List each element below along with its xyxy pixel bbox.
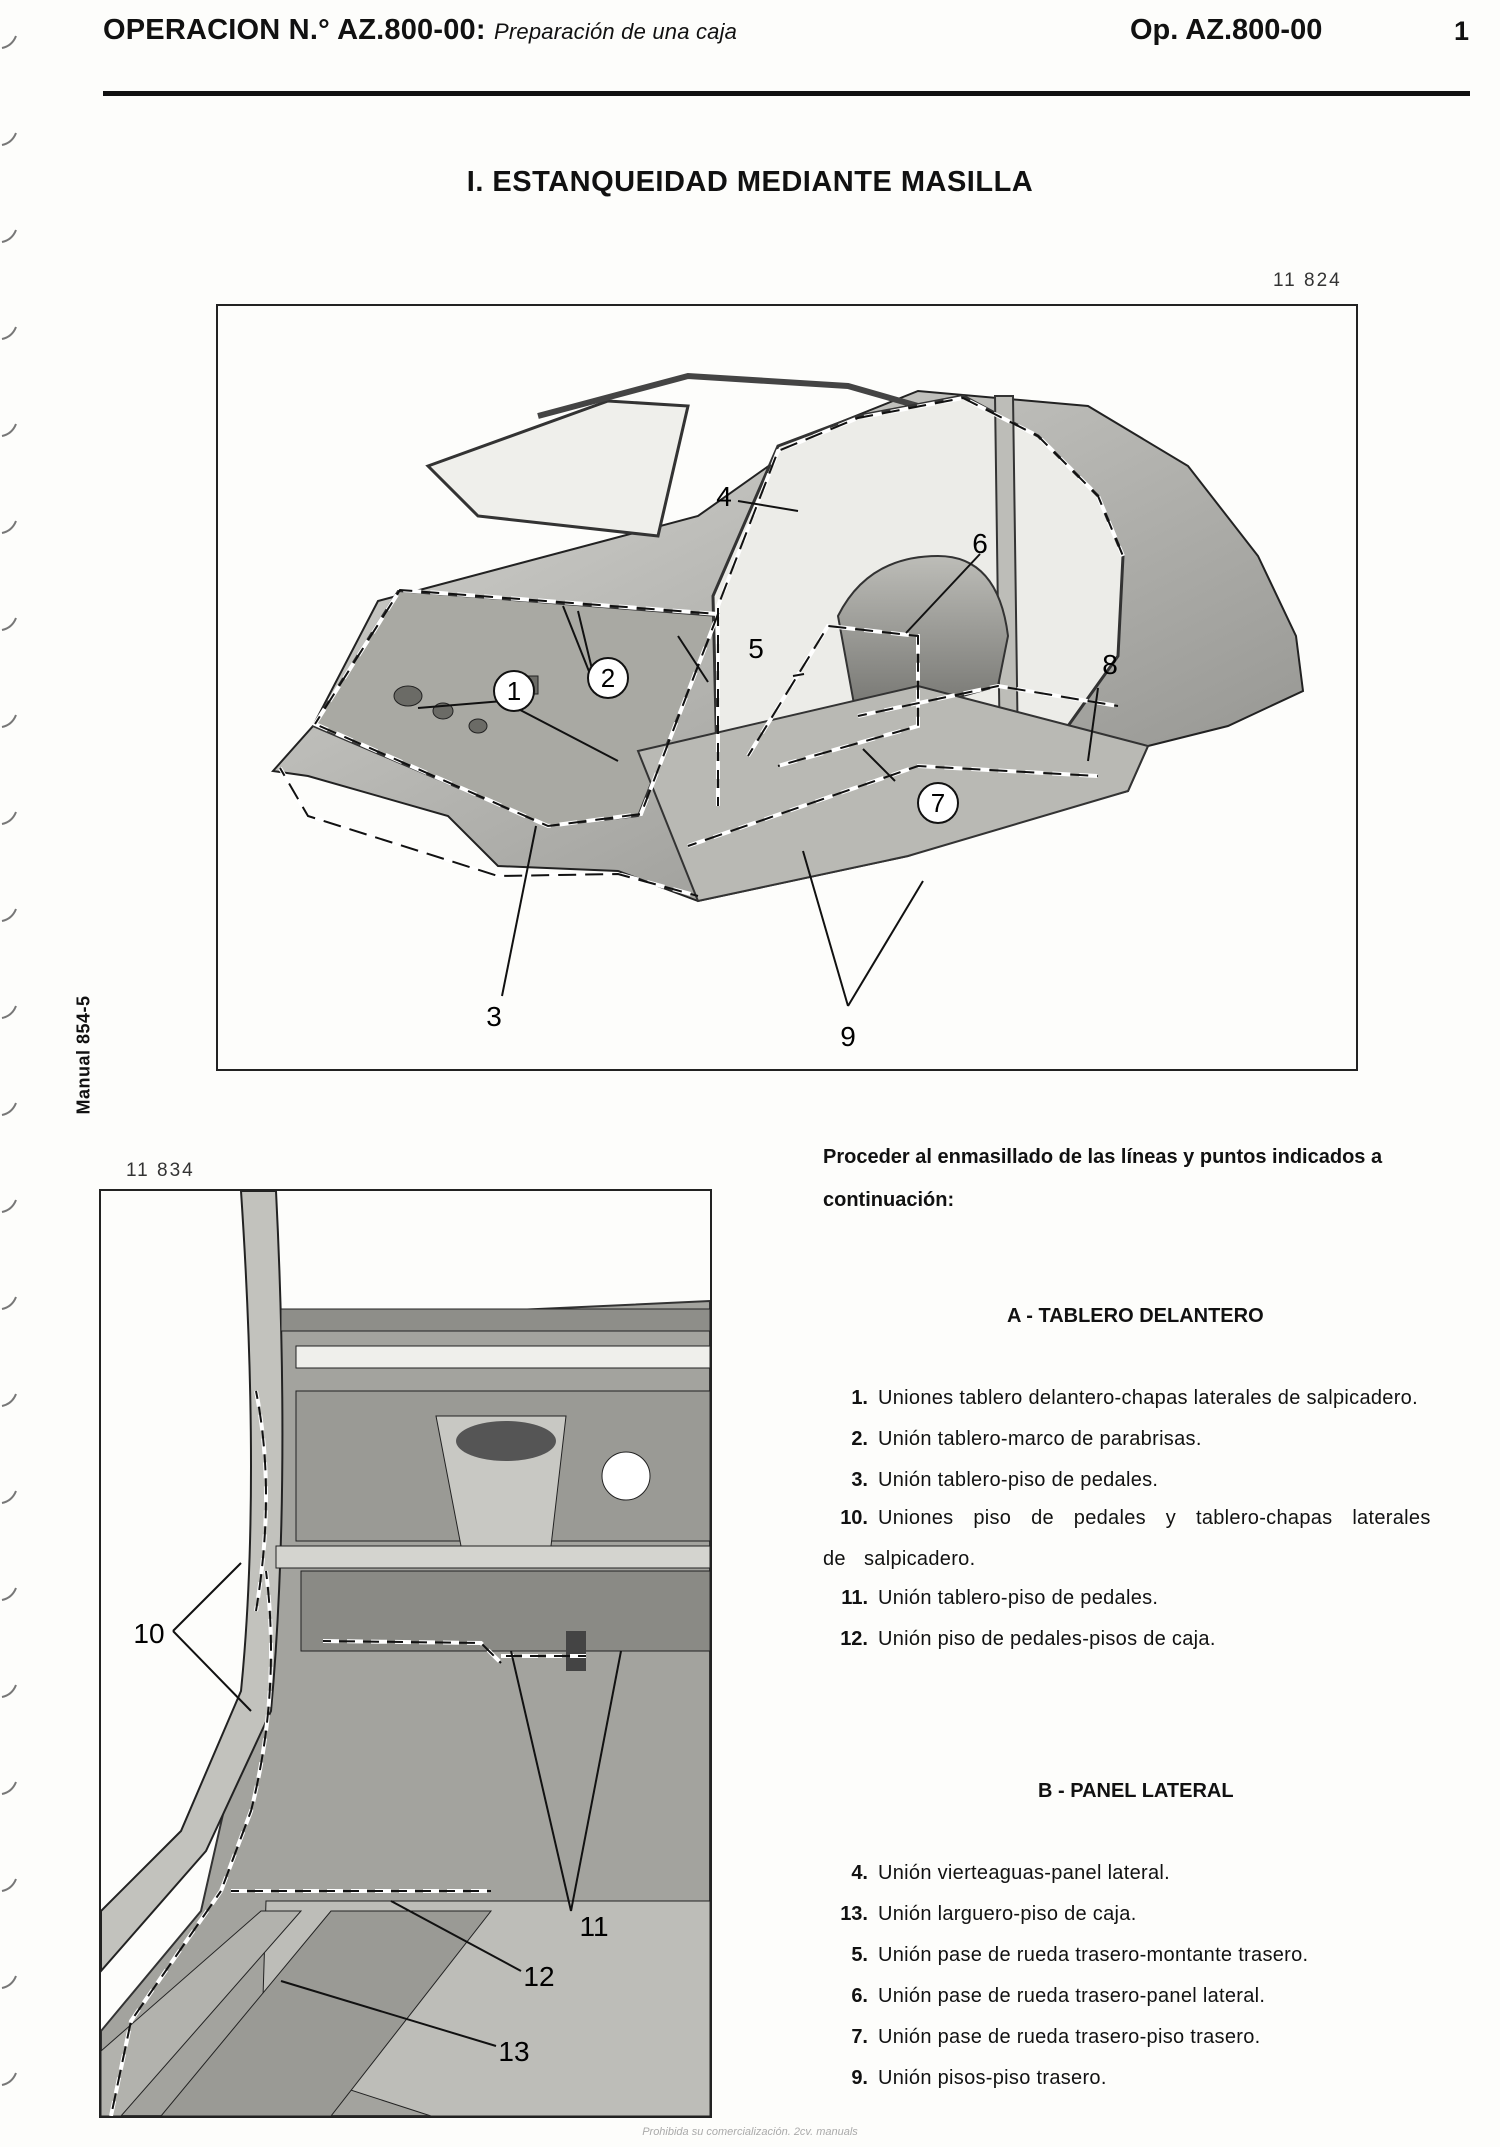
list-item bbox=[823, 2017, 1473, 2058]
item-text: Unión piso de pedales-pisos de caja. bbox=[878, 1628, 1216, 1650]
item-text: Uniones tablero delantero-chapas laterales de salpicadero. bbox=[878, 1387, 1418, 1409]
operation-code: Op. AZ.800-00 bbox=[1130, 14, 1323, 46]
item-number: 6. bbox=[851, 1985, 868, 2007]
binding-edge-marks bbox=[0, 0, 30, 2147]
item-text: Unión larguero-piso de caja. bbox=[878, 1903, 1137, 1925]
callout-3: 3 bbox=[486, 1001, 502, 1032]
page-number: 1 bbox=[1454, 16, 1470, 46]
item-number: 12. bbox=[840, 1628, 868, 1650]
list-item bbox=[823, 2058, 1473, 2099]
callout-13: 13 bbox=[498, 2036, 530, 2067]
pedal-slot bbox=[566, 1631, 586, 1671]
callout-1: 1 bbox=[506, 676, 522, 706]
dash-opening bbox=[456, 1421, 556, 1461]
list-item bbox=[823, 1619, 1473, 1660]
callout-7: 7 bbox=[930, 788, 946, 818]
list-item bbox=[823, 1976, 1473, 2017]
figure2-number: 11 834 bbox=[126, 1160, 195, 1181]
item-number: 10. bbox=[840, 1507, 868, 1529]
operation-subtitle: Preparación de una caja bbox=[494, 19, 738, 44]
pedal-floor bbox=[301, 1571, 710, 1651]
footer-note: Prohibida su comercialización. 2cv. manuals bbox=[642, 2126, 858, 2138]
figure1-car-body bbox=[216, 304, 1358, 1071]
item-number: 9. bbox=[851, 2067, 868, 2089]
item-text: Unión pase de rueda trasero-panel lateral. bbox=[878, 1985, 1266, 2007]
item-text: Uniones piso de pedales y tablero-chapas laterales de bbox=[823, 1507, 1431, 1570]
list-item bbox=[823, 1894, 1473, 1935]
manual-label-text: Manual 854-5 bbox=[73, 995, 94, 1115]
item-number: 2. bbox=[851, 1428, 868, 1450]
manual-label bbox=[72, 990, 96, 1120]
item-number: 4. bbox=[851, 1862, 868, 1884]
figure1-number: 11 824 bbox=[1273, 270, 1342, 291]
figure2-illustration bbox=[101, 1191, 710, 2116]
list-item bbox=[823, 1935, 1473, 1976]
item-text: Unión pisos-piso trasero. bbox=[878, 2067, 1107, 2089]
figure1-illustration bbox=[218, 306, 1356, 1069]
item-text: Unión pase de rueda trasero-montante trasero. bbox=[878, 1944, 1309, 1966]
item-number: 3. bbox=[851, 1469, 868, 1491]
section-a-title: A - TABLERO DELANTERO bbox=[1007, 1305, 1264, 1327]
callout-9: 9 bbox=[840, 1021, 856, 1052]
item-number: 13. bbox=[840, 1903, 868, 1925]
figure2-pedal-floor bbox=[99, 1189, 712, 2118]
item-text: Unión pase de rueda trasero-piso trasero. bbox=[878, 2026, 1261, 2048]
dash-hole bbox=[602, 1452, 650, 1500]
list-item bbox=[823, 1419, 1473, 1460]
callout-8: 8 bbox=[1102, 649, 1118, 680]
section-b-title: B - PANEL LATERAL bbox=[1038, 1780, 1234, 1802]
operation-number: OPERACION N.° AZ.800-00: bbox=[103, 14, 486, 46]
callout-10: 10 bbox=[133, 1618, 165, 1649]
list-item bbox=[823, 1378, 1473, 1419]
item-text: Unión tablero-piso de pedales. bbox=[878, 1469, 1159, 1491]
top-rail bbox=[281, 1309, 710, 1331]
intro-line-1: Proceder al enmasillado de las líneas y puntos indicados a bbox=[823, 1146, 1383, 1168]
callout-11: 11 bbox=[579, 1911, 609, 1942]
item-number: 7. bbox=[851, 2026, 868, 2048]
list-item bbox=[823, 1578, 1473, 1619]
list-item bbox=[823, 1460, 1473, 1501]
cross-member bbox=[276, 1546, 710, 1568]
header-rule bbox=[103, 91, 1470, 96]
callout-12: 12 bbox=[523, 1961, 555, 1992]
callout-4: 4 bbox=[716, 481, 732, 512]
intro-line-2: continuación: bbox=[823, 1189, 955, 1211]
item-text-continued: salpicadero. bbox=[864, 1548, 976, 1570]
operation-title bbox=[103, 14, 737, 47]
callout-6: 6 bbox=[972, 528, 988, 559]
upper-gap bbox=[296, 1346, 710, 1368]
section-title: I. ESTANQUEIDAD MEDIANTE MASILLA bbox=[466, 166, 1034, 198]
item-number: 1. bbox=[851, 1387, 868, 1409]
item-number: 5. bbox=[851, 1944, 868, 1966]
item-text: Unión tablero-piso de pedales. bbox=[878, 1587, 1159, 1609]
callout-5: 5 bbox=[748, 633, 764, 664]
item-number: 11. bbox=[841, 1587, 868, 1609]
callout-2: 2 bbox=[600, 663, 616, 693]
windscreen-frame bbox=[428, 401, 688, 536]
item-text: Unión vierteaguas-panel lateral. bbox=[878, 1862, 1170, 1884]
list-item bbox=[823, 1853, 1473, 1894]
item-text: Unión tablero-marco de parabrisas. bbox=[878, 1428, 1202, 1450]
